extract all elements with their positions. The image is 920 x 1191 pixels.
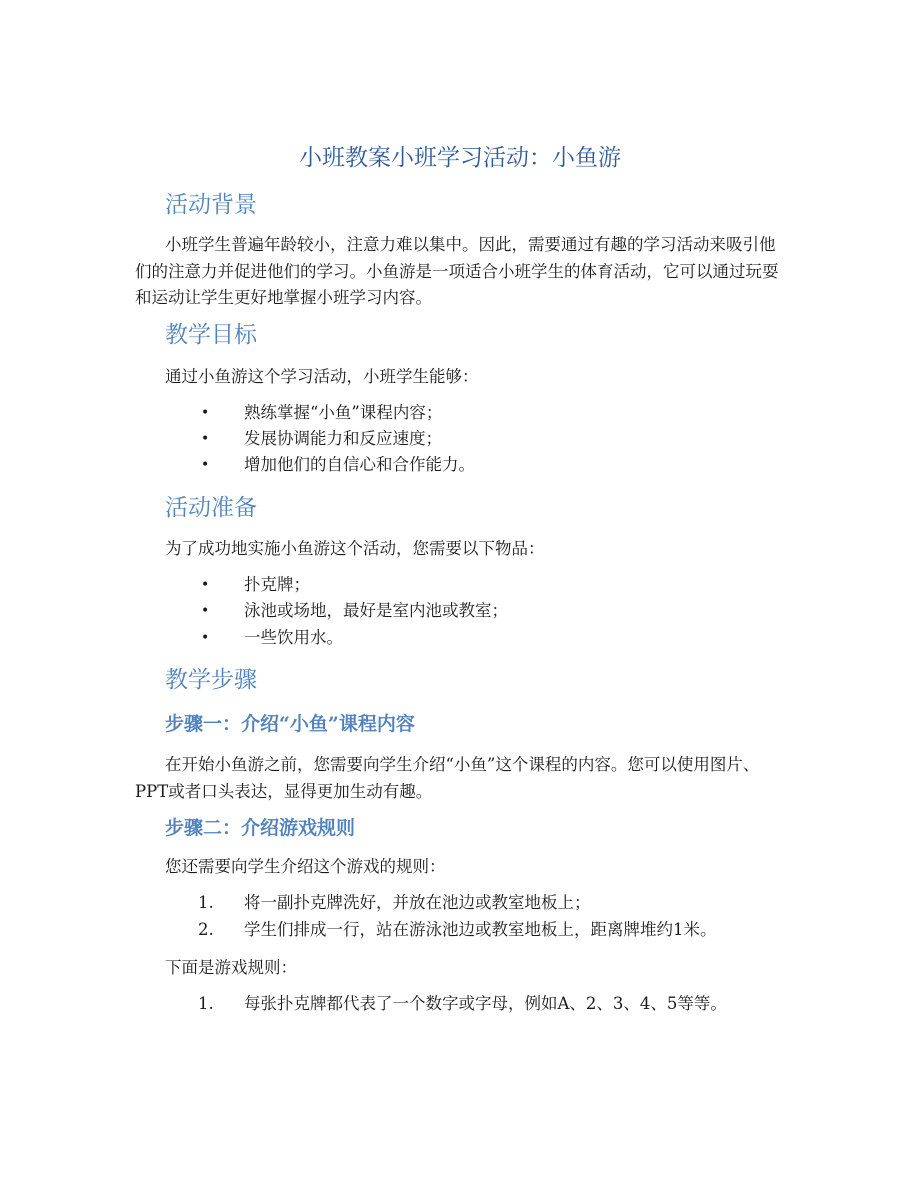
list-item-text: 学生们排成一行，站在游泳池边或教室地板上，距离牌堆约1米。 <box>244 920 717 939</box>
list-item <box>0 401 920 425</box>
list-item <box>0 918 920 942</box>
bullet-marker: • <box>201 577 210 593</box>
heading-preparation: 活动准备 <box>165 495 257 521</box>
list-item-text: 泳池或场地，最好是室内池或教室； <box>244 601 508 620</box>
heading-step-one: 步骤一：介绍“小鱼”课程内容 <box>165 713 415 735</box>
list-item-text: 增加他们的自信心和合作能力。 <box>244 455 475 474</box>
step-one-paragraph: 在开始小鱼游之前，您需要向学生介绍“小鱼”这个课程的内容。您可以使用图片、PPT或者口头表达，显得更加生动有趣。 <box>135 755 760 801</box>
bullet-marker: • <box>201 405 210 421</box>
list-item <box>0 992 920 1016</box>
list-item <box>0 626 920 650</box>
background-paragraph: 小班学生普遍年龄较小，注意力难以集中。因此，需要通过有趣的学习活动来吸引他们的注意力并促进他们的学习。小鱼游是一项适合小班学生的体育活动，它可以通过玩耍和运动让学生更好地掌握小班学习内容。 <box>135 235 779 307</box>
list-item-text: 每张扑克牌都代表了一个数字或字母，例如A、2、3、4、5等等。 <box>244 994 727 1013</box>
preparation-intro: 为了成功地实施小鱼游这个活动，您需要以下物品： <box>165 539 545 558</box>
list-item-text: 发展协调能力和反应速度； <box>244 429 442 448</box>
list-number: 1. <box>198 893 214 912</box>
list-number: 1. <box>198 994 214 1013</box>
list-item <box>0 573 920 597</box>
list-number: 2. <box>198 920 214 939</box>
document-title: 小班教案小班学习活动：小鱼游 <box>299 145 621 171</box>
bullet-marker: • <box>201 603 210 619</box>
heading-steps: 教学步骤 <box>165 667 257 693</box>
list-item-text: 一些饮用水。 <box>244 628 343 647</box>
list-item-text: 将一副扑克牌洗好，并放在池边或教室地板上； <box>244 893 591 912</box>
step-two-intro: 您还需要向学生介绍这个游戏的规则： <box>165 857 446 876</box>
goals-intro: 通过小鱼游这个学习活动，小班学生能够： <box>165 367 479 386</box>
heading-goals: 教学目标 <box>165 322 257 348</box>
list-item <box>0 599 920 623</box>
heading-step-two: 步骤二：介绍游戏规则 <box>165 817 356 839</box>
bullet-marker: • <box>201 630 210 646</box>
heading-background: 活动背景 <box>165 192 257 218</box>
rules-intro: 下面是游戏规则： <box>165 958 297 977</box>
list-item-text: 扑克牌； <box>244 575 310 594</box>
list-item-text: 熟练掌握“小鱼”课程内容； <box>244 403 443 422</box>
list-item <box>0 453 920 477</box>
bullet-marker: • <box>201 431 210 447</box>
bullet-marker: • <box>201 457 210 473</box>
list-item <box>0 427 920 451</box>
list-item <box>0 891 920 915</box>
